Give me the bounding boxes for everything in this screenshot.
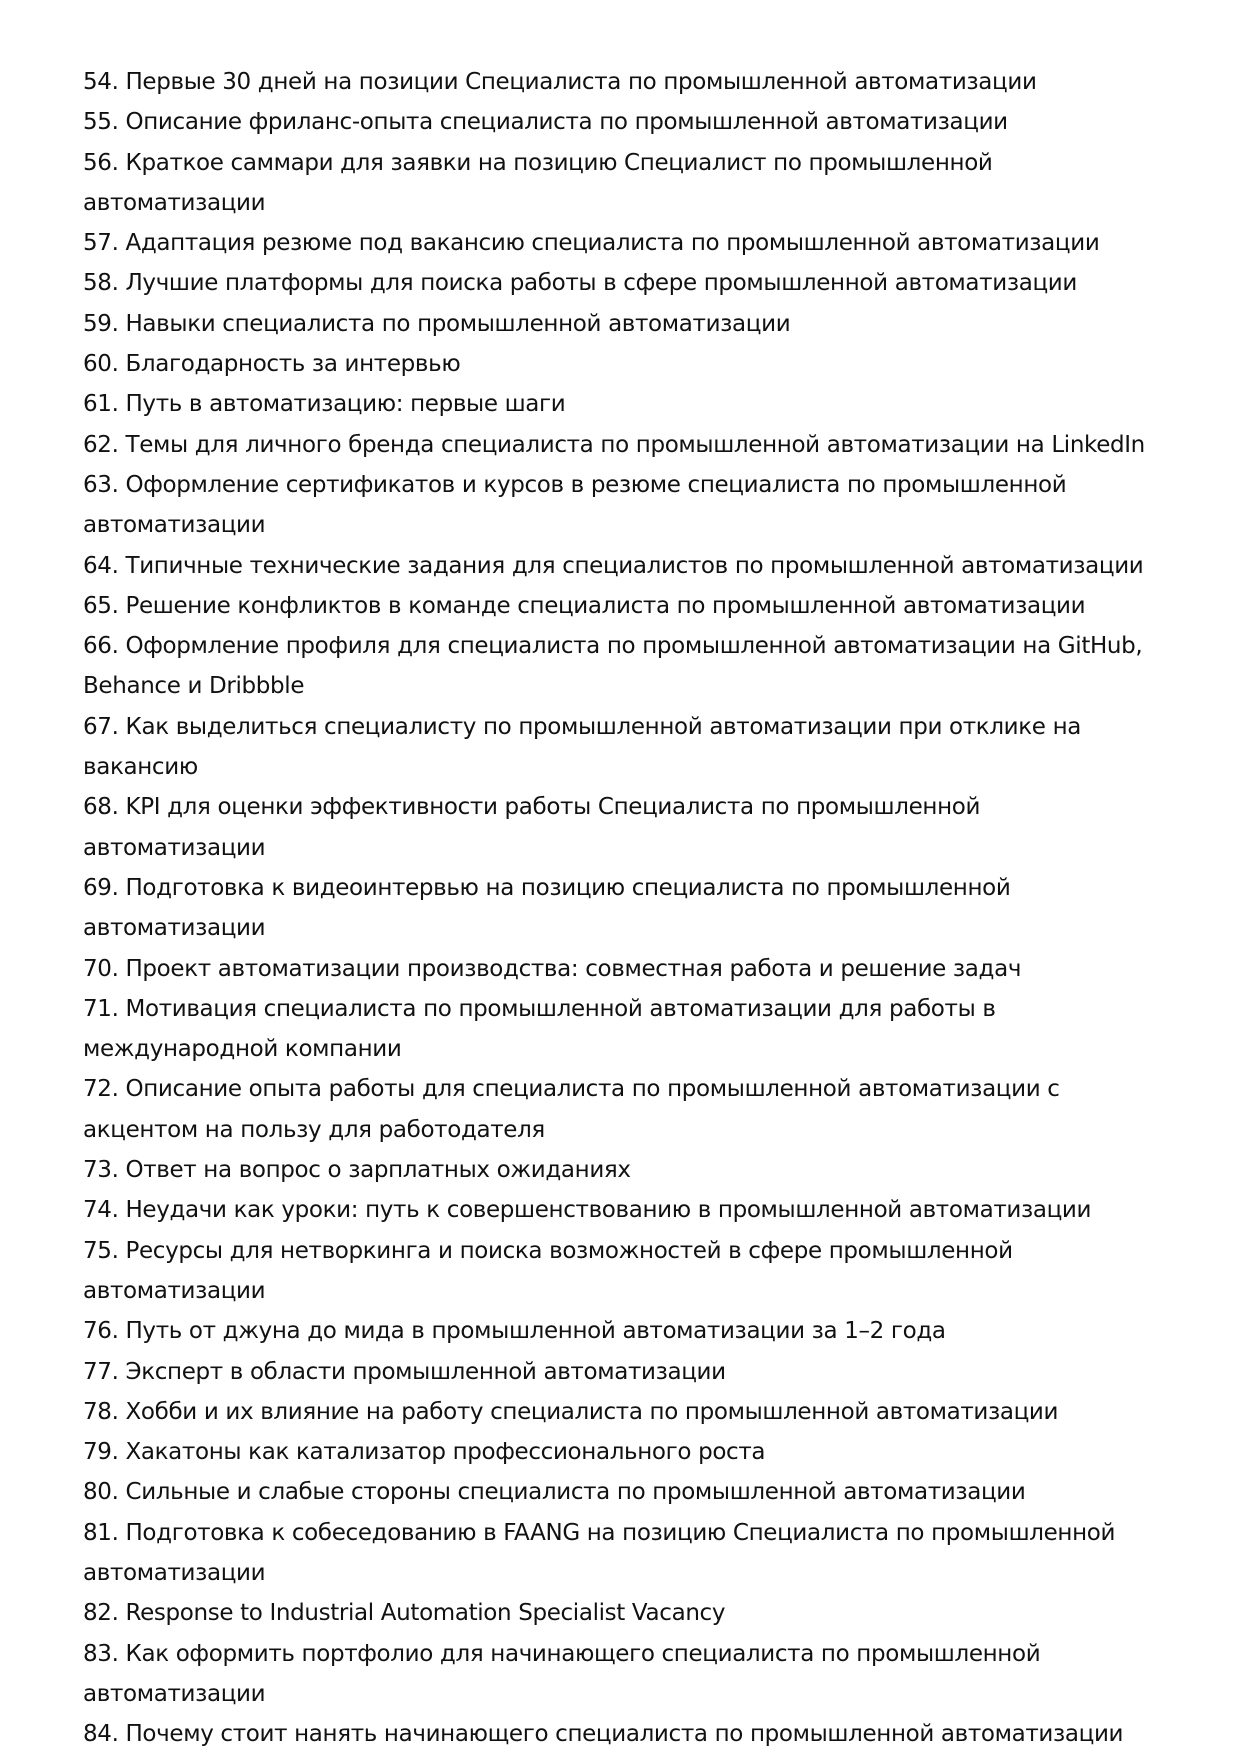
list-item: 80. Сильные и слабые стороны специалиста по промышленной автоматизации [83, 1479, 1026, 1506]
list-item: 55. Описание фриланс-опыта специалиста по промышленной автоматизации [83, 109, 1008, 136]
list-item: 68. KPI для оценки эффективности работы Специалиста по промышленной автоматизации [83, 794, 981, 861]
list-item: 64. Типичные технические задания для специалистов по промышленной автоматизации [83, 552, 1144, 579]
list-item: 77. Эксперт в области промышленной автоматизации [83, 1358, 726, 1385]
list-item: 78. Хобби и их влияние на работу специалиста по промышленной автоматизации [83, 1398, 1059, 1425]
list-item: 59. Навыки специалиста по промышленной автоматизации [83, 310, 791, 337]
list-item: 56. Краткое саммари для заявки на позицию Специалист по промышленной автоматизации [83, 149, 993, 216]
list-item: 74. Неудачи как уроки: путь к совершенствованию в промышленной автоматизации [83, 1197, 1092, 1224]
list-item: 82. Response to Industrial Automation Specialist Vacancy [83, 1600, 726, 1627]
list-item: 69. Подготовка к видеоинтервью на позицию специалиста по промышленной автоматизации [83, 874, 1011, 942]
list-item: 60. Благодарность за интервью [83, 351, 461, 378]
list-item: 57. Адаптация резюме под вакансию специалиста по промышленной автоматизации [83, 230, 1100, 257]
list-item: 75. Ресурсы для нетворкинга и поиска возможностей в сфере промышленной автоматизации [83, 1237, 1013, 1304]
list-item: 54. Первые 30 дней на позиции Специалиста по промышленной автоматизации [83, 69, 1037, 95]
list-item: 70. Проект автоматизации производства: совместная работа и решение задач [83, 955, 1022, 982]
list-item: 73. Ответ на вопрос о зарплатных ожиданиях [83, 1157, 631, 1184]
list-item: 79. Хакатоны как катализатор профессионального роста [83, 1439, 766, 1466]
list-item: 76. Путь от джуна до мида в промышленной автоматизации за 1–2 года [83, 1318, 946, 1345]
list-item: 81. Подготовка к собеседованию в FAANG на позицию Специалиста по промышленной автоматизации [83, 1519, 1116, 1586]
article-list [83, 62, 1163, 1754]
list-item: 67. Как выделиться специалисту по промышленной автоматизации при отклике на вакансию [83, 713, 1082, 781]
list-item: 61. Путь в автоматизацию: первые шаги [83, 391, 566, 418]
list-item: 83. Как оформить портфолио для начинающего специалиста по промышленной автоматизации [83, 1640, 1041, 1707]
list-item: 58. Лучшие платформы для поиска работы в сфере промышленной автоматизации [83, 270, 1077, 297]
list-item: 65. Решение конфликтов в команде специалиста по промышленной автоматизации [83, 592, 1086, 619]
list-item: 84. Почему стоит нанять начинающего специалиста по промышленной автоматизации [83, 1721, 1124, 1748]
list-item: 62. Темы для личного бренда специалиста по промышленной автоматизации на LinkedIn [83, 431, 1145, 458]
document-page [83, 62, 1163, 1754]
list-item: 72. Описание опыта работы для специалиста по промышленной автоматизации с акцентом на пользу для работодателя [83, 1076, 1060, 1143]
list-item: 63. Оформление сертификатов и курсов в резюме специалиста по промышленной автоматизации [83, 471, 1067, 539]
list-item: 66. Оформление профиля для специалиста по промышленной автоматизации на GitHub, Behance и Dribbble [83, 633, 1143, 700]
list-item: 71. Мотивация специалиста по промышленной автоматизации для работы в международной компании [83, 995, 996, 1063]
